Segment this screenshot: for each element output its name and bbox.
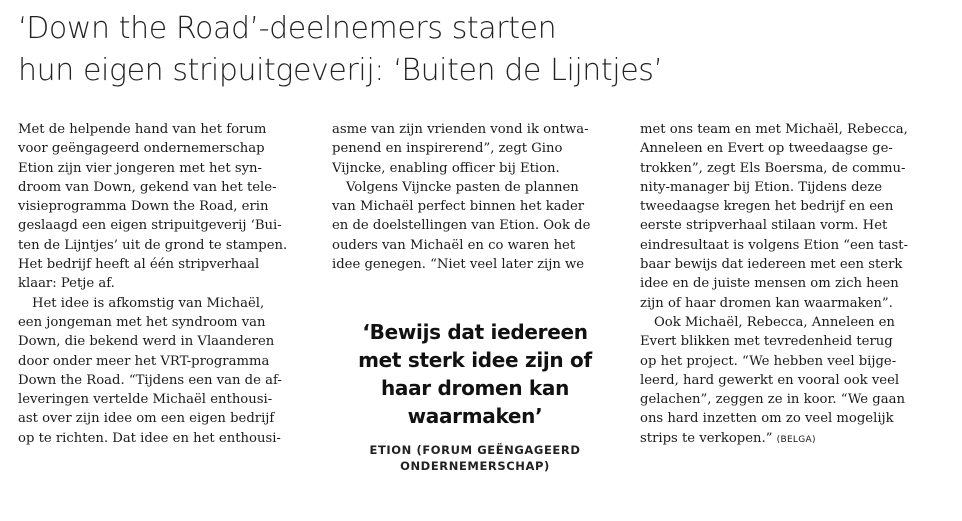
body-line: voor geëngageerd ondernemerschap <box>18 141 265 157</box>
body-line: asme van zijn vrienden vond ik ontwa- <box>332 122 589 137</box>
body-line: klaar: Petje af. <box>18 276 115 292</box>
body-line: ons hard inzetten om zo veel mogelijk <box>640 411 894 427</box>
body-line: ast over zijn idee om een eigen bedrijf <box>18 411 275 427</box>
body-line: idee genegen. “Niet veel later zijn we <box>332 257 585 273</box>
body-line: Anneleen en Evert op tweedaagse ge- <box>640 141 893 157</box>
body-line: Ook Michaël, Rebecca, Anneleen en <box>654 314 895 330</box>
body-line: Down, die bekend werd in Vlaanderen <box>18 334 275 350</box>
body-line: geslaagd een eigen stripuitgeverij ‘Bui- <box>18 218 282 234</box>
body-line: ouders van Michaël en co waren het <box>332 237 576 253</box>
pull-quote-line: ‘Bewijs dat iedereen <box>362 320 588 344</box>
body-line: door onder meer het VRT-programma <box>18 353 270 369</box>
body-line: visieprogramma Down the Road, erin <box>18 199 269 215</box>
pull-quote-line: waarmaken’ <box>407 404 543 428</box>
article-headline <box>18 8 948 92</box>
body-line: met ons team en met Michaël, Rebecca, <box>640 122 908 137</box>
body-line: gelachen”, zeggen ze in koor. “We gaan <box>640 392 905 408</box>
body-line: op te richten. Dat idee en het enthousi- <box>18 430 281 446</box>
body-line: op het project. “We hebben veel bijge- <box>640 353 897 369</box>
body-line: idee en de juiste mensen om zich heen <box>640 276 899 292</box>
body-line: trokken”, zegt Els Boersma, de commu- <box>640 160 906 176</box>
body-line: baar bewijs dat iedereen met een sterk <box>640 257 903 273</box>
body-line: eindresultaat is volgens Etion “een tast- <box>640 237 909 253</box>
pull-quote-source-line: ETION (FORUM GEËNGAGEERD <box>369 443 581 457</box>
headline-line: ‘Down the Road’-deelnemers starten <box>18 11 557 46</box>
article-column-2 <box>332 120 614 274</box>
body-line: zijn of haar dromen kan waarmaken”. <box>640 295 893 311</box>
body-line: ten de Lijntjes’ uit de grond te stampen. <box>18 237 288 253</box>
body-line: Met de helpende hand van het forum <box>18 122 267 137</box>
body-line: Het bedrijf heeft al één stripverhaal <box>18 257 260 273</box>
pull-quote-source <box>334 442 616 474</box>
body-line: Evert blikken met tevredenheid terug <box>640 334 893 350</box>
body-line: penend en inspirerend”, zegt Gino <box>332 141 563 157</box>
body-line: een jongeman met het syndroom van <box>18 314 266 330</box>
body-line: Volgens Vijncke pasten de plannen <box>346 179 579 195</box>
body-line: eerste stripverhaal stilaan vorm. Het <box>640 218 888 234</box>
body-line: Etion zijn vier jongeren met het syn- <box>18 160 262 176</box>
photo-credit: (BELGA) <box>776 434 816 445</box>
article-column-3 <box>640 120 942 448</box>
body-line: Down the Road. “Tijdens een van de af- <box>18 372 282 388</box>
pull-quote-line: met sterk idee zijn of <box>358 348 592 372</box>
body-line: Vijncke, enabling officer bij Etion. <box>332 160 560 176</box>
article-column-1 <box>18 120 310 448</box>
body-line: leveringen vertelde Michaël enthousi- <box>18 392 273 408</box>
body-line-last <box>640 429 942 448</box>
body-line: tweedaagse kregen het bedrijf en een <box>640 199 894 215</box>
pull-quote-source-line: ONDERNEMERSCHAP) <box>400 459 550 473</box>
headline-line: hun eigen stripuitgeverij: ‘Buiten de Lijntjes’ <box>18 53 663 88</box>
pull-quote-line: haar dromen kan <box>380 376 570 400</box>
pull-quote <box>334 318 616 474</box>
body-line: Het idee is afkomstig van Michaël, <box>32 295 265 311</box>
body-line: leerd, hard gewerkt en vooral ook veel <box>640 372 900 388</box>
body-line: van Michaël perfect binnen het kader <box>332 199 585 215</box>
body-line-text: strips te verkopen.” <box>640 430 773 446</box>
body-line: nity-manager bij Etion. Tijdens deze <box>640 179 883 195</box>
body-line: en de doelstellingen van Etion. Ook de <box>332 218 591 234</box>
body-line: droom van Down, gekend van het tele- <box>18 179 277 195</box>
